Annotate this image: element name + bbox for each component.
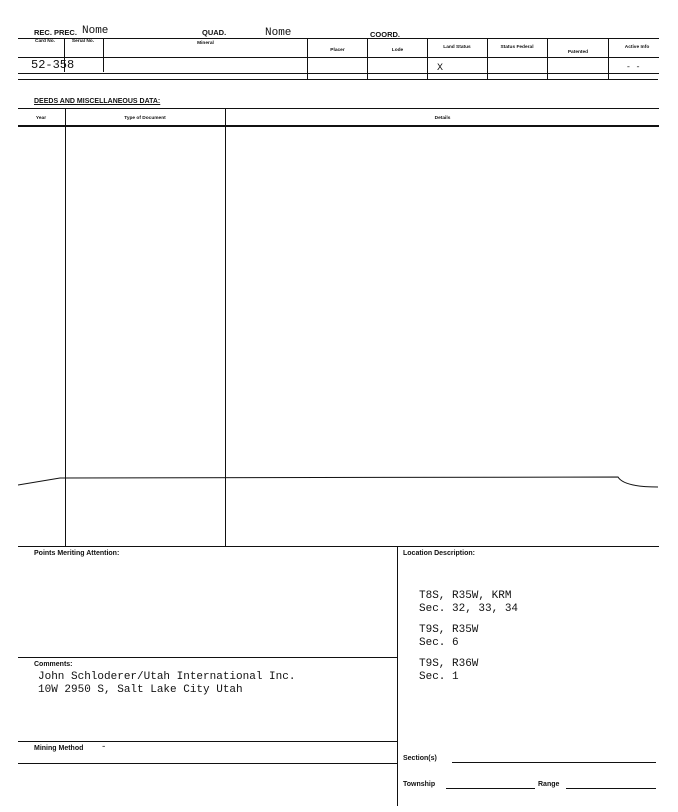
col-status-federal: Status Federal: [500, 45, 534, 50]
rec-prec-value: Nome: [82, 25, 109, 37]
location-line-2: Sec. 32, 33, 34: [419, 603, 519, 615]
header-rule-mid: [18, 57, 659, 58]
deeds-rule-bottom: [18, 546, 659, 547]
lower-divider: [397, 546, 398, 806]
col-land-status: Land Status: [443, 45, 471, 50]
col-serial-no: Serial No.: [71, 39, 95, 44]
cut-line: [18, 470, 660, 490]
col-details: Details: [434, 116, 451, 121]
comments-line-1: John Schloderer/Utah International Inc.: [38, 671, 296, 683]
col-lode: Lode: [391, 48, 404, 53]
deeds-rule-top: [18, 108, 659, 109]
col-type-of-document: Type of Document: [124, 116, 166, 121]
rec-prec-label: REC. PREC.: [34, 28, 77, 37]
location-line-4: Sec. 6: [419, 637, 459, 649]
header-col-sep: [487, 38, 488, 79]
location-line-5: T9S, R36W: [419, 658, 479, 670]
card-number-value: 52-358: [31, 58, 75, 72]
mining-method-rule: [18, 741, 397, 742]
township-field-line: [446, 788, 535, 789]
location-line-6: Sec. 1: [419, 671, 459, 683]
range-field-line: [566, 788, 656, 789]
header-col-sep: [608, 38, 609, 79]
deeds-rule-header: [18, 125, 659, 127]
land-status-mark: X: [437, 63, 444, 74]
deeds-section-title: DEEDS AND MISCELLANEOUS DATA:: [34, 98, 161, 105]
location-line-3: T9S, R35W: [419, 624, 479, 636]
header-rule-top: [18, 38, 659, 39]
points-meriting-attention-label: Points Meriting Attention:: [34, 550, 120, 557]
quad-value: Nome: [265, 27, 292, 39]
col-mineral: Mineral: [197, 41, 214, 46]
comments-rule: [18, 657, 397, 658]
mining-method-label: Mining Method: [34, 745, 84, 752]
comments-label: Comments:: [34, 661, 73, 668]
header-col-sep: [367, 38, 368, 79]
col-patented: Patented: [567, 50, 589, 55]
active-info-mark: - -: [626, 63, 641, 72]
township-label: Township: [403, 781, 436, 788]
location-description-label: Location Description:: [403, 550, 475, 557]
range-label: Range: [538, 781, 560, 788]
location-line-1: T8S, R35W, KRM: [419, 590, 512, 602]
mining-method-value: -: [101, 742, 107, 752]
comments-line-2: 10W 2950 S, Salt Lake City Utah: [38, 684, 243, 696]
coord-label: COORD.: [370, 30, 400, 39]
col-placer: Placer: [330, 48, 345, 53]
mining-method-rule-lower: [18, 763, 397, 764]
col-active-info: Active Info: [624, 45, 650, 50]
header-rule-bottom: [18, 73, 659, 74]
header-col-sep: [547, 38, 548, 79]
header-rule-bottom-2: [18, 79, 658, 80]
quad-label: QUAD.: [202, 28, 227, 37]
col-year: Year: [35, 116, 47, 121]
col-card-no: Card No.: [35, 39, 55, 44]
header-col-sep: [307, 38, 308, 79]
header-col-sep: [427, 38, 428, 79]
sections-label: Section(s): [403, 755, 437, 762]
sections-field-line: [452, 762, 656, 763]
